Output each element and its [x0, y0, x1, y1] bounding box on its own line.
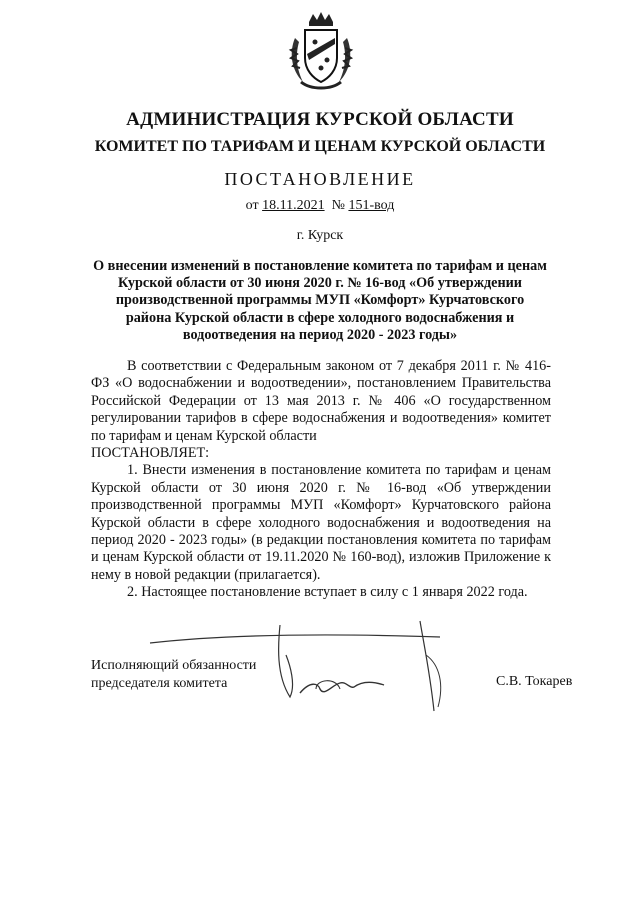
date-prefix: от: [245, 198, 259, 213]
subject-line: производственной программы МУП «Комфорт» Курчатовского: [115, 292, 525, 309]
document-date: 18.11.2021: [262, 198, 325, 213]
preamble-paragraph: В соответствии с Федеральным законом от 7 декабря 2011 г. № 416-ФЗ «О водоснабжении и водоотведении», постановлением Правительства Российской Федерации от 13 мая 2013 г. № 406 «О государственном регулировании тарифов в сфере водоснабжения и водоотведения» комитет по тарифам и ценам Курской области: [91, 358, 551, 444]
administration-title: АДМИНИСТРАЦИЯ КУРСКОЙ ОБЛАСТИ: [126, 109, 514, 130]
subject-line: водоотведения на период 2020 - 2023 годы»: [182, 326, 458, 343]
date-number-line: [0, 198, 640, 214]
document-body: [91, 358, 551, 602]
city: г. Курск: [296, 228, 344, 243]
signatory-position: [91, 657, 256, 693]
item-1-paragraph: 1. Внести изменения в постановление комитета по тарифам и ценам Курской области от 30 июня 2020 г. № 16-вод «Об утверждении производственной программы МУП «Комфорт» Курчатовского района Курской области в сфере холодного водоснабжения и водоотведения на период 2020 - 2023 годы» (в редакции постановления комитета по тарифам и ценам Курской области от 19.11.2020 № 160-вод), изложив Приложение к нему в новой редакции (прилагается).: [91, 462, 551, 583]
document-type: ПОСТАНОВЛЕНИЕ: [224, 169, 416, 189]
position-line: Исполняющий обязанности: [91, 658, 257, 673]
subject-line: района Курской области в сфере холодного водоснабжения и: [125, 309, 515, 326]
document-number: 151-вод: [348, 198, 395, 213]
subject-heading: [88, 258, 552, 344]
subject-line: Курской области от 30 июня 2020 г. № 16-вод «Об утверждении: [118, 275, 522, 292]
item-2-paragraph: 2. Настоящее постановление вступает в силу с 1 января 2022 года.: [127, 584, 528, 601]
signatory-name: С.В. Токарев: [496, 674, 573, 689]
number-prefix: №: [331, 198, 345, 213]
committee-title: КОМИТЕТ ПО ТАРИФАМ И ЦЕНАМ КУРСКОЙ ОБЛАСТИ: [94, 138, 546, 155]
subject-line: О внесении изменений в постановление комитета по тарифам и ценам: [93, 258, 547, 274]
position-line: председателя комитета: [91, 676, 228, 691]
resolves-keyword: ПОСТАНОВЛЯЕТ:: [91, 445, 210, 462]
coat-of-arms-icon: [287, 8, 355, 92]
